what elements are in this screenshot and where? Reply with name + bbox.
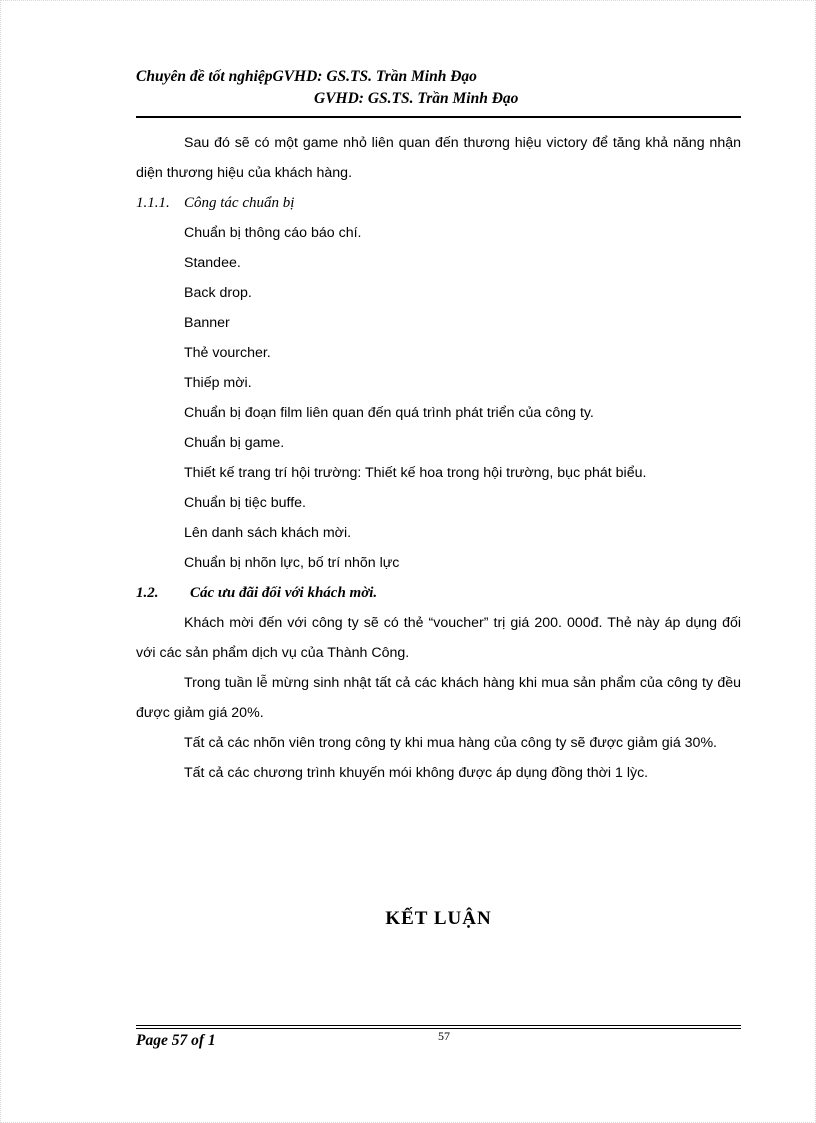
list-item: Banner <box>184 315 230 331</box>
running-header <box>136 66 742 110</box>
conclusion-heading: KẾT LUẬN <box>385 908 492 929</box>
list-item: Chuẩn bị game. <box>184 435 285 451</box>
list-item: Back drop. <box>184 285 252 301</box>
list-item: Thẻ vourcher. <box>184 345 271 361</box>
body-paragraph: Trong tuần lễ mừng sinh nhật tất cả các khách hàng khi mua sản phẩm của công ty đều được giảm giá 20%. <box>136 675 741 721</box>
header-line-1: Chuyên đề tốt nghiệpGVHD: GS.TS. Trần Minh Đạo <box>136 68 477 85</box>
header-line-2: GVHD: GS.TS. Trần Minh Đạo <box>314 90 519 107</box>
section-title: Các ưu đãi đối với khách mời. <box>190 585 378 601</box>
list-item: Thiết kế trang trí hội trường: Thiết kế hoa trong hội trường, bục phát biểu. <box>184 465 647 481</box>
section-heading-1-1-1 <box>136 188 741 218</box>
body-paragraph: Tất cả các nhõn viên trong công ty khi mua hàng của công ty sẽ được giảm giá 30%. <box>184 735 718 751</box>
footer-page-label: Page 57 of 1 <box>136 1032 216 1049</box>
body-paragraph: Khách mời đến với công ty sẽ có thẻ “voucher” trị giá 200. 000đ. Thẻ này áp dụng đối với các sản phẩm dịch vụ của Thành Công. <box>136 615 741 661</box>
list-item: Chuẩn bị thông cáo báo chí. <box>184 225 362 241</box>
intro-paragraph: Sau đó sẽ có một game nhỏ liên quan đến thương hiệu victory để tăng khả năng nhận diện thương hiệu của khách hàng. <box>136 135 741 181</box>
list-item: Lên danh sách khách mời. <box>184 525 352 541</box>
list-item: Chuẩn bị nhõn lực, bố trí nhõn lực <box>184 555 400 571</box>
list-item: Standee. <box>184 255 241 271</box>
footer-page-number: 57 <box>438 1029 450 1043</box>
body-paragraph: Tất cả các chương trình khuyến mói không được áp dụng đồng thời 1 lỳc. <box>184 765 649 781</box>
list-item: Chuẩn bị tiệc buffe. <box>184 495 306 511</box>
section-number: 1.2. <box>136 585 159 601</box>
header-rule <box>136 116 741 118</box>
list-item: Thiếp mời. <box>184 375 252 391</box>
section-number: 1.1.1. <box>136 195 170 211</box>
document-body <box>136 128 741 788</box>
list-item: Chuẩn bị đoạn film liên quan đến quá trình phát triển của công ty. <box>184 405 594 421</box>
section-heading-1-2 <box>136 578 741 608</box>
section-title: Công tác chuẩn bị <box>184 195 295 211</box>
